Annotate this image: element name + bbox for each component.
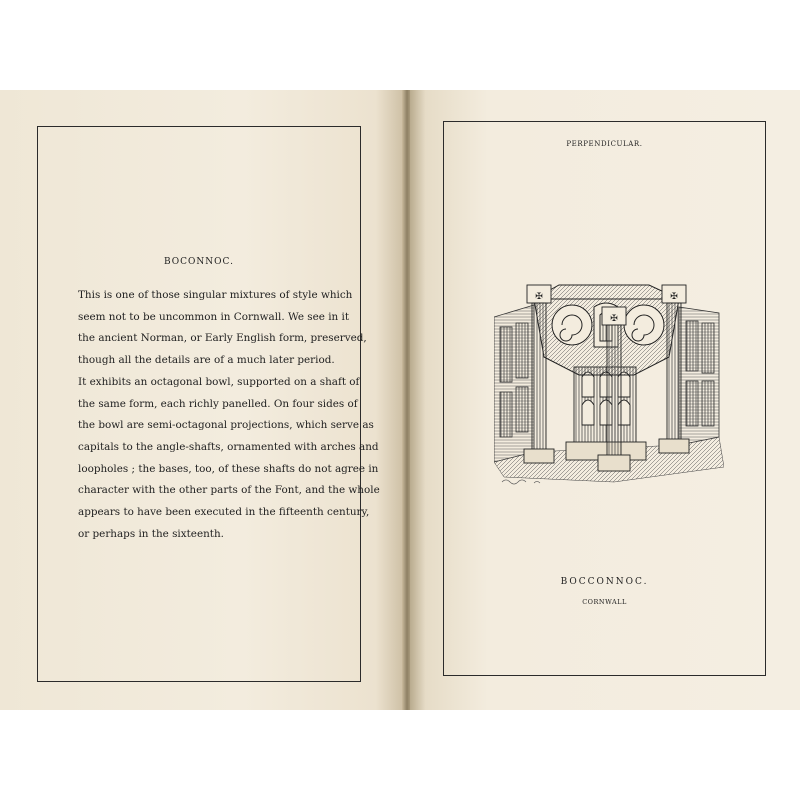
left-page-heading: BOCONNOC.	[164, 257, 234, 267]
body-line: the ancient Norman, or Early English form, preserved,	[78, 332, 367, 345]
body-line: the bowl are semi-octagonal projections, which serve as	[78, 419, 374, 432]
right-page-border	[443, 121, 766, 676]
body-line: though all the details are of a much later period.	[78, 354, 335, 367]
body-line: character with the other parts of the Font, and the whole	[78, 484, 380, 497]
svg-text:✠: ✠	[535, 292, 543, 302]
body-line: loopholes ; the bases, too, of these shafts do not agree in	[78, 462, 379, 475]
plate-caption-title: BOCCONNOC.	[560, 577, 649, 587]
font-engraving-illustration	[494, 277, 724, 497]
svg-text:✠: ✠	[610, 314, 618, 324]
body-line: It exhibits an octagonal bowl, supported on a shaft of	[78, 375, 360, 388]
left-page-body	[78, 285, 380, 545]
left-page	[0, 90, 404, 710]
open-book	[0, 90, 800, 710]
plate-caption-subtitle: CORNWALL	[582, 598, 627, 606]
body-line: appears to have been executed in the fifteenth century,	[78, 506, 370, 519]
engraver-signature	[502, 480, 540, 484]
body-line: seem not to be uncommon in Cornwall. We see in it	[78, 310, 350, 323]
octagonal-bowl	[534, 285, 679, 375]
body-line: capitals to the angle-shafts, ornamented with arches and	[78, 440, 379, 453]
central-shaft	[566, 367, 646, 460]
body-line: the same form, each richly panelled. On four sides of	[78, 397, 358, 410]
svg-text:✠: ✠	[670, 292, 678, 302]
left-page-border	[37, 126, 380, 682]
right-page-header: PERPENDICULAR.	[566, 140, 643, 148]
body-line: This is one of those singular mixtures of style which	[78, 289, 353, 301]
right-page	[410, 90, 800, 710]
body-line: or perhaps in the sixteenth.	[78, 527, 224, 540]
